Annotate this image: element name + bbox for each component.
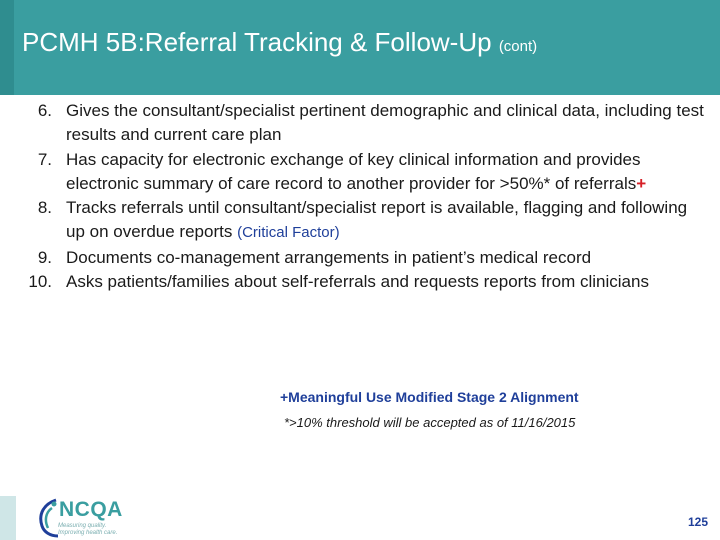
page-number: 125: [688, 515, 709, 529]
list-item-text: Has capacity for electronic exchange of key clinical information and provides electronic summary of care record to another provider for >50%* of referrals: [66, 149, 641, 193]
title-bar: [0, 0, 720, 95]
list-item-number: 10.: [28, 272, 52, 292]
list-item-number: 6.: [37, 101, 52, 120]
list-item-number: 7.: [37, 149, 52, 169]
list-item: [14, 148, 704, 197]
list-item: [14, 270, 704, 294]
list-item: [14, 99, 704, 148]
meaningful-use-marker: +: [636, 173, 647, 193]
slide-title-suffix: (cont): [498, 38, 538, 55]
list-item-text: Documents co-management arrangements in patient’s medical record: [66, 247, 592, 267]
ncqa-logo-tagline: Measuring quality. Improving health care.: [58, 523, 118, 536]
list-item-number: 9.: [37, 247, 52, 267]
list-item: [14, 196, 704, 246]
list-item: [14, 246, 704, 270]
title-accent-stripe: [0, 0, 14, 95]
list-item-number: 8.: [37, 198, 52, 218]
list-item-text: Asks patients/families about self-referrals and requests reports from clinicians: [66, 272, 649, 292]
threshold-footnote: *>10% threshold will be accepted as of 11/16/2015: [284, 415, 576, 430]
footer-accent-stripe: [0, 496, 16, 540]
criteria-list: [14, 99, 704, 294]
critical-factor-label: (Critical Factor): [237, 224, 340, 242]
ncqa-logo: [34, 496, 134, 540]
list-item-text: Tracks referrals until consultant/specialist report is available, flagging and following up on overdue reports: [66, 198, 688, 242]
ncqa-logo-word: NCQA: [59, 498, 123, 521]
list-item-text: Gives the consultant/specialist pertinent demographic and clinical data, including test results and current care plan: [66, 101, 704, 145]
slide-title-main: PCMH 5B:Referral Tracking & Follow-Up: [22, 27, 492, 57]
slide-title: [22, 27, 537, 58]
alignment-note: +Meaningful Use Modified Stage 2 Alignment: [280, 389, 579, 405]
